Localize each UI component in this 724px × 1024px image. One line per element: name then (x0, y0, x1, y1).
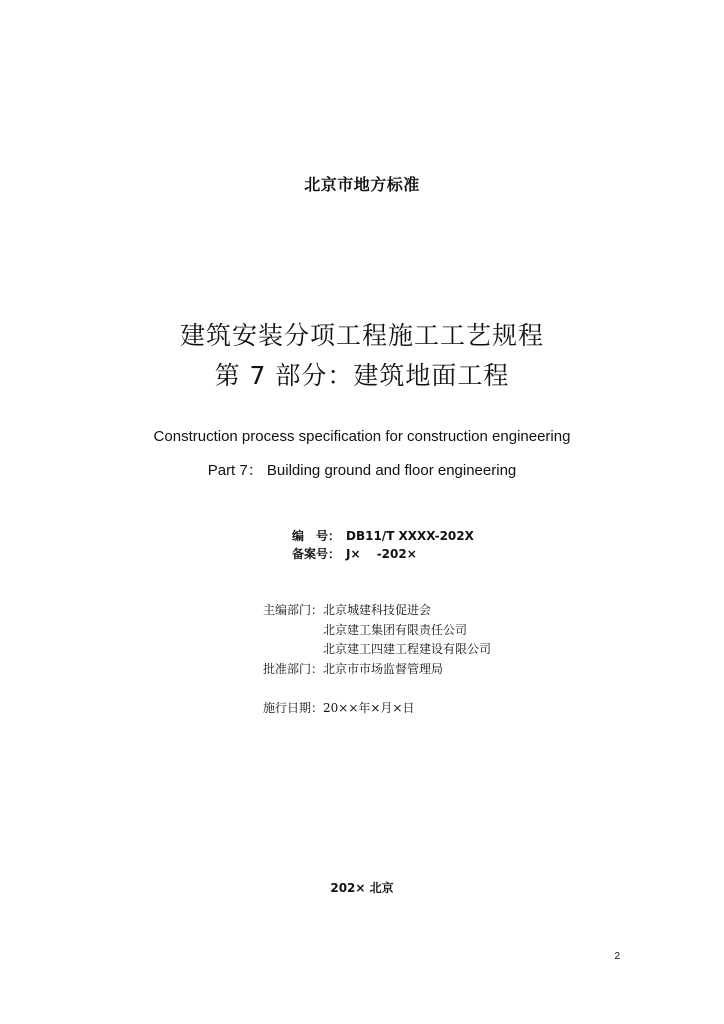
editor-label: 主编部门： (263, 603, 324, 617)
page-number: 2 (614, 951, 620, 962)
editor-row (263, 621, 491, 641)
standard-type: 北京市地方标准 (304, 175, 420, 194)
standard-number-value: DB11/T XXXX-202X (346, 529, 474, 543)
filing-number-label: 备案号： (292, 547, 341, 561)
filing-number (292, 545, 474, 563)
standard-codes (292, 527, 474, 563)
publication-info (263, 601, 491, 718)
editor-item: 北京建工集团有限责任公司 (323, 622, 468, 637)
effective-date-label: 施行日期： (263, 700, 324, 715)
effective-date-value: 20××年×月×日 (323, 700, 415, 715)
title-en-line-1: Construction process specification for construction engineering (153, 428, 571, 445)
editor-row (263, 601, 491, 621)
approver-value: 北京市市场监督管理局 (323, 661, 444, 676)
title-en-line-2: Part 7： Building ground and floor engineering (207, 462, 517, 479)
filing-number-value: J× -202× (346, 547, 417, 561)
standard-number (292, 527, 474, 545)
editor-row (263, 640, 491, 660)
title-cn-line-1: 建筑安装分项工程施工工艺规程 (179, 321, 544, 350)
title-cn-line-2: 第 7 部分：建筑地面工程 (214, 361, 510, 390)
publication-year-place: 202× 北京 (330, 881, 394, 895)
approver-row (263, 660, 491, 680)
standard-number-label: 编 号： (292, 529, 341, 543)
effective-date-row (263, 699, 491, 719)
editor-item: 北京城建科技促进会 (323, 603, 432, 617)
approver-label: 批准部门： (263, 661, 324, 676)
editor-item: 北京建工四建工程建设有限公司 (323, 642, 492, 656)
